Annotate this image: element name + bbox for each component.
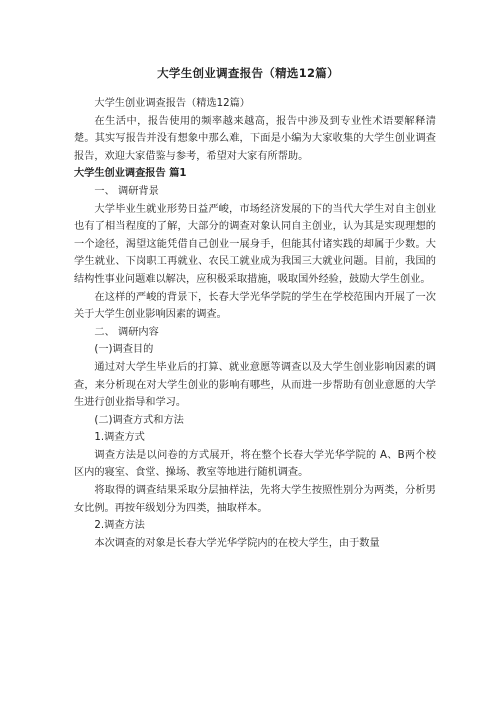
purpose-paragraph: 通过对大学生毕业后的打算、就业意愿等调查以及大学生创业影响因素的调查，来分析现在对大学生创业的影响有哪些，从而进一步帮助有创业意愿的大学生进行创业指导和学习。 [74, 361, 436, 409]
survey-method-paragraph: 本次调查的对象是长春大学光华学院内的在校大学生，由于数量 [94, 537, 380, 549]
subsection-heading-background: 一、 调研背景 [94, 185, 159, 197]
background-paragraph: 大学毕业生就业形势日益严峻，市场经济发展的下的当代大学生对自主创业也有了相当程度的了解，大部分的调查对象认同自主创业，认为其是实现理想的一个途径，渴望这能凭借自己创业一展身手，但能其付诸实践的却属于少数。大学生就业、下岗职工再就业、农民工就业成为我国三大就业问题。目前，我国的结构性事业问题难以解决，应积极采取措施，吸取国外经验，鼓励大学生创业。 [74, 203, 436, 285]
intro-paragraph: 在生活中，报告使用的频率越来越高，报告中涉及到专业性术语要解释清楚。其实写报告并没有想象中那么难，下面是小编为大家收集的大学生创业调查报告，欢迎大家借鉴与参考，希望对大家有所帮助。 [74, 115, 436, 162]
item-heading-methods: (二)调查方式和方法 [94, 414, 184, 426]
subsection-heading-content: 二、 调研内容 [94, 326, 159, 338]
intro-title-line: 大学生创业调查报告（精选12篇） [94, 98, 250, 109]
context-paragraph: 在这样的严峻的背景下，长春大学光华学院的学生在学校范围内开展了一次关于大学生创业影响因素的调查。 [74, 291, 436, 321]
item-heading-survey-method: 2.调查方法 [94, 520, 145, 532]
item-heading-purpose: (一)调查目的 [94, 344, 154, 356]
survey-mode-paragraph: 调查方法是以问卷的方式展开，将在整个长春大学光华学院的 A、B两个校区内的寝室、食堂、操场、教室等地进行随机调查。 [74, 449, 436, 479]
document-title: 大学生创业调查报告（精选12篇） [157, 66, 339, 80]
section-heading: 大学生创业调查报告 篇1 [74, 168, 187, 180]
sampling-paragraph: 将取得的调查结果采取分层抽样法，先将大学生按照性别分为两类，分析男女比例。再按年级划分为四类，抽取样本。 [74, 485, 436, 514]
document-body [74, 95, 436, 552]
item-heading-survey-mode: 1.调查方式 [94, 432, 145, 444]
